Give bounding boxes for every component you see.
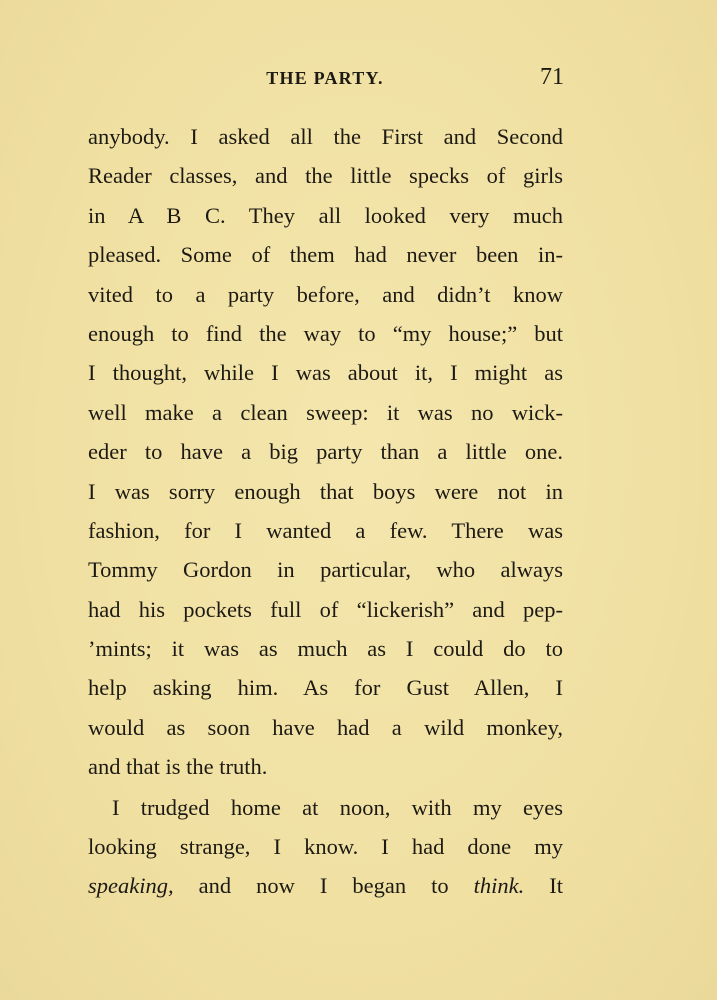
body-text — [88, 117, 563, 906]
text-line: vited to a party before, and didn’t know — [88, 281, 563, 307]
text-line: would as soon have had a wild monkey, — [88, 714, 563, 740]
text-line: enough to find the way to “my house;” but — [88, 320, 563, 346]
text-line: Reader classes, and the little specks of girls — [88, 163, 563, 189]
text-line: Tommy Gordon in particular, who always — [88, 557, 563, 583]
text-run: It — [524, 873, 564, 899]
text-line: pleased. Some of them had never been in- — [88, 242, 563, 268]
text-line: eder to have a big party than a little one. — [88, 439, 563, 465]
text-run: and now I began to — [173, 873, 474, 899]
text-line: anybody. I asked all the First and Second — [88, 124, 563, 149]
text-line: looking strange, I know. I had done my — [88, 834, 563, 860]
text-line: had his pockets full of “lickerish” and pep- — [88, 596, 563, 622]
italic-word: think. — [473, 873, 525, 899]
text-line: I was sorry enough that boys were not in — [88, 478, 563, 504]
page-number: 71 — [540, 64, 564, 90]
text-line: I trudged home at noon, with my eyes — [112, 794, 563, 820]
text-line: and that is the truth. — [88, 754, 268, 780]
text-line: ’mints; it was as much as I could do to — [88, 636, 563, 662]
text-line — [88, 866, 563, 905]
text-line: fashion, for I wanted a few. There was — [88, 517, 563, 543]
text-line: well make a clean sweep: it was no wick- — [88, 399, 563, 425]
text-line: help asking him. As for Gust Allen, I — [88, 675, 563, 701]
text-line: I thought, while I was about it, I might as — [88, 360, 563, 386]
text-line: in A B C. They all looked very much — [88, 202, 563, 228]
italic-word: speaking, — [88, 873, 174, 899]
running-title: THE PARTY. — [266, 68, 384, 88]
running-head — [86, 64, 564, 94]
